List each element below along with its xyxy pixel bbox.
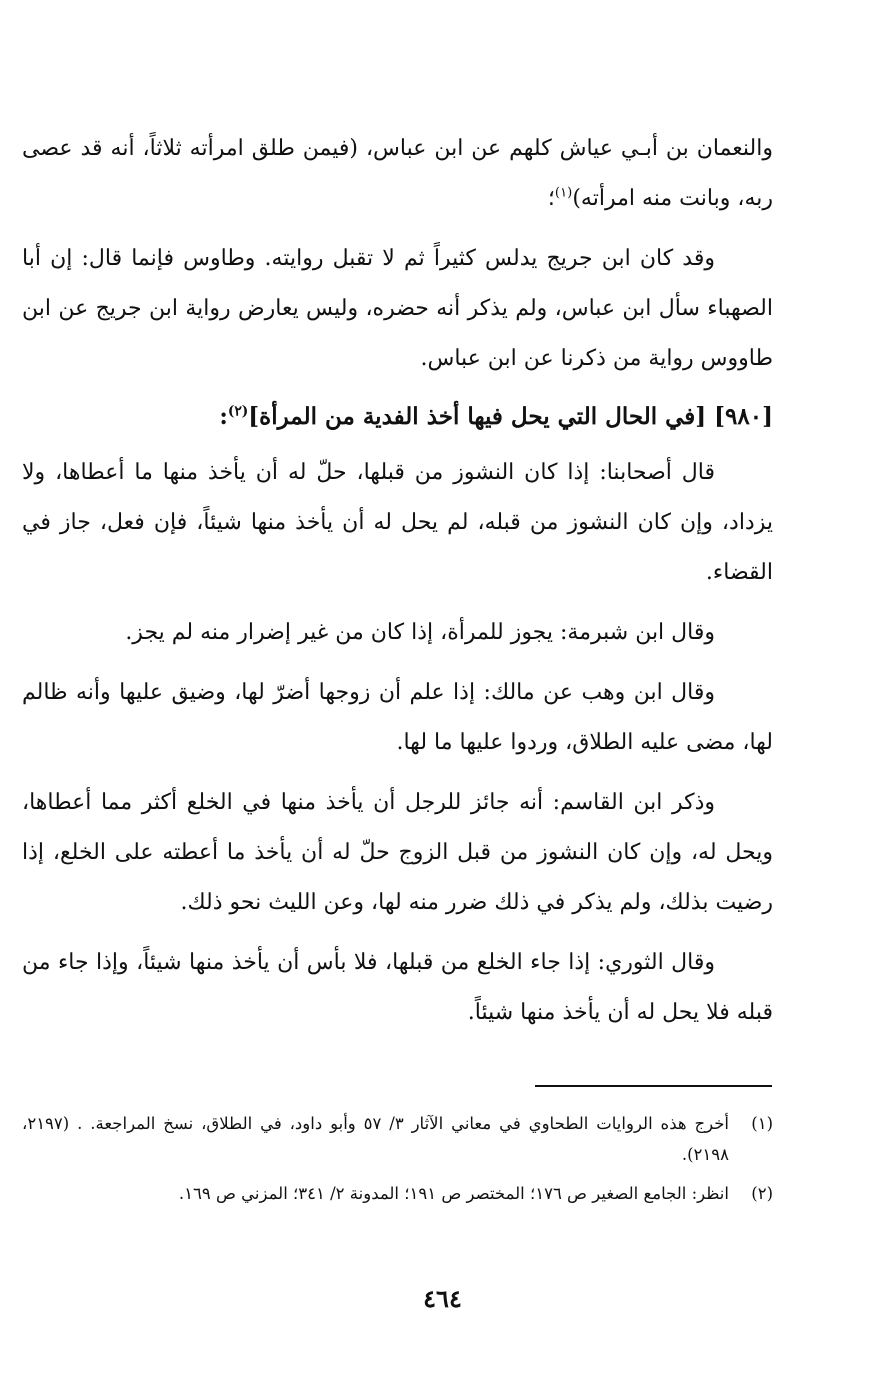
footnotes: [22, 1108, 773, 1217]
footnote-ref-1: (١): [554, 185, 573, 201]
section-heading-end: :: [219, 403, 228, 430]
paragraph-4: وقال ابن شبرمة: يجوز للمرأة، إذا كان من غير إضرار منه لم يجز.: [125, 620, 715, 645]
footnote-number: (١): [751, 1114, 773, 1133]
paragraph-5: وقال ابن وهب عن مالك: إذا علم أن زوجها أضرّ لها، وضيق عليها وأنه ظالم لها، مضى عليه الطلاق، وردوا عليها ما لها.: [22, 680, 773, 755]
footnote-divider: [535, 1085, 772, 1087]
section-heading: [22, 394, 773, 440]
paragraph-1-text: والنعمان بن أبـي عياش كلهم عن ابن عباس، (فيمن طلق امرأته ثلاثاً، أنه قد عصى ربه، وبانت منه امرأته): [22, 136, 773, 211]
paragraph-2: وقد كان ابن جريج يدلس كثيراً ثم لا تقبل روايته. وطاوس فإنما قال: إن أبا الصهباء سأل ابن عباس، ولم يذكر أنه حضره، وليس يعارض رواية ابن جريج عن ابن طاووس رواية من ذكرنا عن ابن عباس.: [22, 246, 773, 371]
footnote-number: (٢): [751, 1184, 773, 1203]
footnote-ref-2: (٢): [227, 403, 249, 420]
main-text: [22, 124, 773, 1048]
footnote-2: [22, 1178, 773, 1209]
paragraph-6: وذكر ابن القاسم: أنه جائز للرجل أن يأخذ منها في الخلع أكثر مما أعطاها، ويحل له، وإن كان النشوز من قبل الزوج حلّ له أن يأخذ ما أعطته على الخلع، إذا رضيت بذلك، ولم يذكر في ذلك ضرر منه لها، وعن الليث نحو ذلك.: [22, 790, 773, 915]
page-number: ٤٦٤: [423, 1284, 462, 1313]
footnote-text: أخرج هذه الروايات الطحاوي في معاني الآثار ٣/ ٥٧ وأبو داود، في الطلاق، نسخ المراجعة. . (٢١٩٧، ٢١٩٨).: [22, 1114, 729, 1164]
paragraph-1-end: ؛: [547, 186, 555, 211]
paragraph-7: وقال الثوري: إذا جاء الخلع من قبلها، فلا بأس أن يأخذ منها شيئاً، وإذا جاء من قبله فلا يحل له أن يأخذ منها شيئاً.: [22, 950, 773, 1025]
paragraph-1: [22, 124, 773, 224]
footnote-text: انظر: الجامع الصغير ص ١٧٦؛ المختصر ص ١٩١؛ المدونة ٢/ ٣٤١؛ المزني ص ١٦٩.: [178, 1184, 729, 1203]
paragraph-3: قال أصحابنا: إذا كان النشوز من قبلها، حلّ له أن يأخذ منها ما أعطاها، ولا يزداد، وإن كان النشوز من قبله، لم يحل له أن يأخذ منها شيئاً، فإن فعل، جاز في القضاء.: [22, 460, 773, 585]
section-title: [في الحال التي يحل فيها أخذ الفدية من المرأة]: [248, 403, 707, 430]
section-number: [٩٨٠]: [714, 403, 773, 430]
footnote-1: [22, 1108, 773, 1170]
